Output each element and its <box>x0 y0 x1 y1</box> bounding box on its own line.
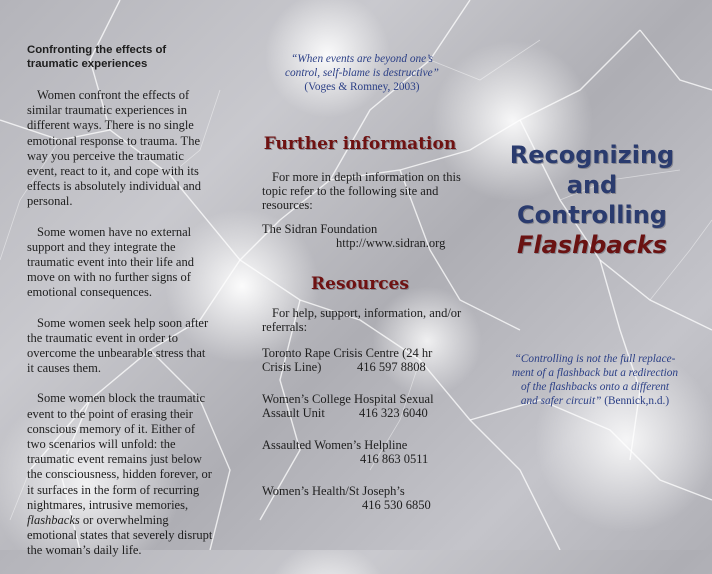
paragraph-4 <box>27 391 215 558</box>
contact-entry <box>262 438 467 466</box>
right-quote <box>500 352 690 408</box>
contact-phone: 416 597 8808 <box>357 360 426 374</box>
contact-line2 <box>262 452 467 466</box>
lightning-streak <box>470 400 712 500</box>
paragraph-1: Women confront the effects of similar traumatic experiences in different ways. There is no single emotional response to trauma. The way you perceive the traumatic event, react to it, and cope with its effects is absolutely individual and personal. <box>27 88 202 209</box>
contact-name: Women’s College Hospital Sexual <box>262 392 434 406</box>
contact-phone: 416 530 6850 <box>362 498 431 512</box>
paragraph-2: Some women have no external support and they integrate the traumatic event into their life and move on with no further signs of emotional consequences. <box>27 224 194 300</box>
contact-name: Women’s Health/St Joseph’s <box>262 484 405 498</box>
contact-line2 <box>262 406 467 420</box>
resources-text: For help, support, information, and/or referrals: <box>262 306 462 334</box>
contact-line2 <box>262 360 467 374</box>
contact-entry <box>262 392 467 420</box>
further-information-heading: Further information <box>263 134 457 154</box>
left-heading-line1: Confronting the effects of <box>27 44 167 56</box>
further-information-text: For more in depth information on this topic refer to the following site and resources: <box>262 170 461 212</box>
right-quote-text: and safer circuit” <box>520 395 602 407</box>
lightning-streak <box>640 30 712 90</box>
further-information-section <box>262 170 462 250</box>
contact-phone: 416 863 0511 <box>360 452 429 466</box>
left-heading-line2: traumatic experiences <box>27 58 148 70</box>
left-heading <box>27 43 215 71</box>
paragraph-4-emphasis: flashbacks <box>27 513 80 528</box>
resources-heading: Resources <box>311 274 409 294</box>
paragraph-3: Some women seek help soon after the traumatic event in order to overcome the unbearable stress that it causes them. <box>27 315 209 376</box>
left-panel <box>27 43 215 574</box>
contact-entry <box>262 346 467 374</box>
middle-quote-citation: (Voges & Romney, 2003) <box>304 81 420 93</box>
title-line-3: Controlling <box>517 201 667 229</box>
right-quote-line4 <box>500 394 690 408</box>
foundation-name: The Sidran Foundation <box>262 222 378 236</box>
right-quote-line1: “Controlling is not the full replace- <box>514 353 676 365</box>
foundation-url[interactable]: http://www.sidran.org <box>336 236 446 250</box>
title-line-2: and <box>566 171 618 199</box>
contact-name: Assaulted Women’s Helpline <box>262 438 408 452</box>
right-quote-line2: ment of a flashback but a redirection <box>511 367 679 379</box>
resources-section <box>262 306 467 530</box>
contact-entry <box>262 484 467 512</box>
right-quote-line3: of the flashbacks onto a different <box>521 381 669 393</box>
middle-quote-line2: control, self-blame is destructive” <box>285 67 439 79</box>
contact-name: Toronto Rape Crisis Centre (24 hr <box>262 346 433 360</box>
right-quote-citation: (Bennick,n.d.) <box>604 395 670 407</box>
middle-quote-line1: “When events are beyond one’s <box>291 53 433 65</box>
contact-name-cont: Crisis Line) <box>262 360 322 374</box>
contact-name-cont: Assault Unit <box>262 406 325 420</box>
title-line-1: Recognizing <box>509 141 675 169</box>
middle-quote <box>262 52 462 94</box>
contact-phone: 416 323 6040 <box>359 406 428 420</box>
brochure-title <box>497 140 687 260</box>
contact-line2 <box>262 498 467 512</box>
paragraph-4-start: Some women block the traumatic event to the point of erasing their conscious memory of it. Either of two scenarios will unfold: the traumatic event remains just below the consciousness, hidden forever, or it surfaces in the form of recurring nightmares, intrusive memories, <box>27 391 212 512</box>
paragraph-4-end: or overwhelming emotional states that severely disrupt the woman’s daily life. <box>27 513 213 558</box>
title-line-4: Flashbacks <box>516 231 668 259</box>
